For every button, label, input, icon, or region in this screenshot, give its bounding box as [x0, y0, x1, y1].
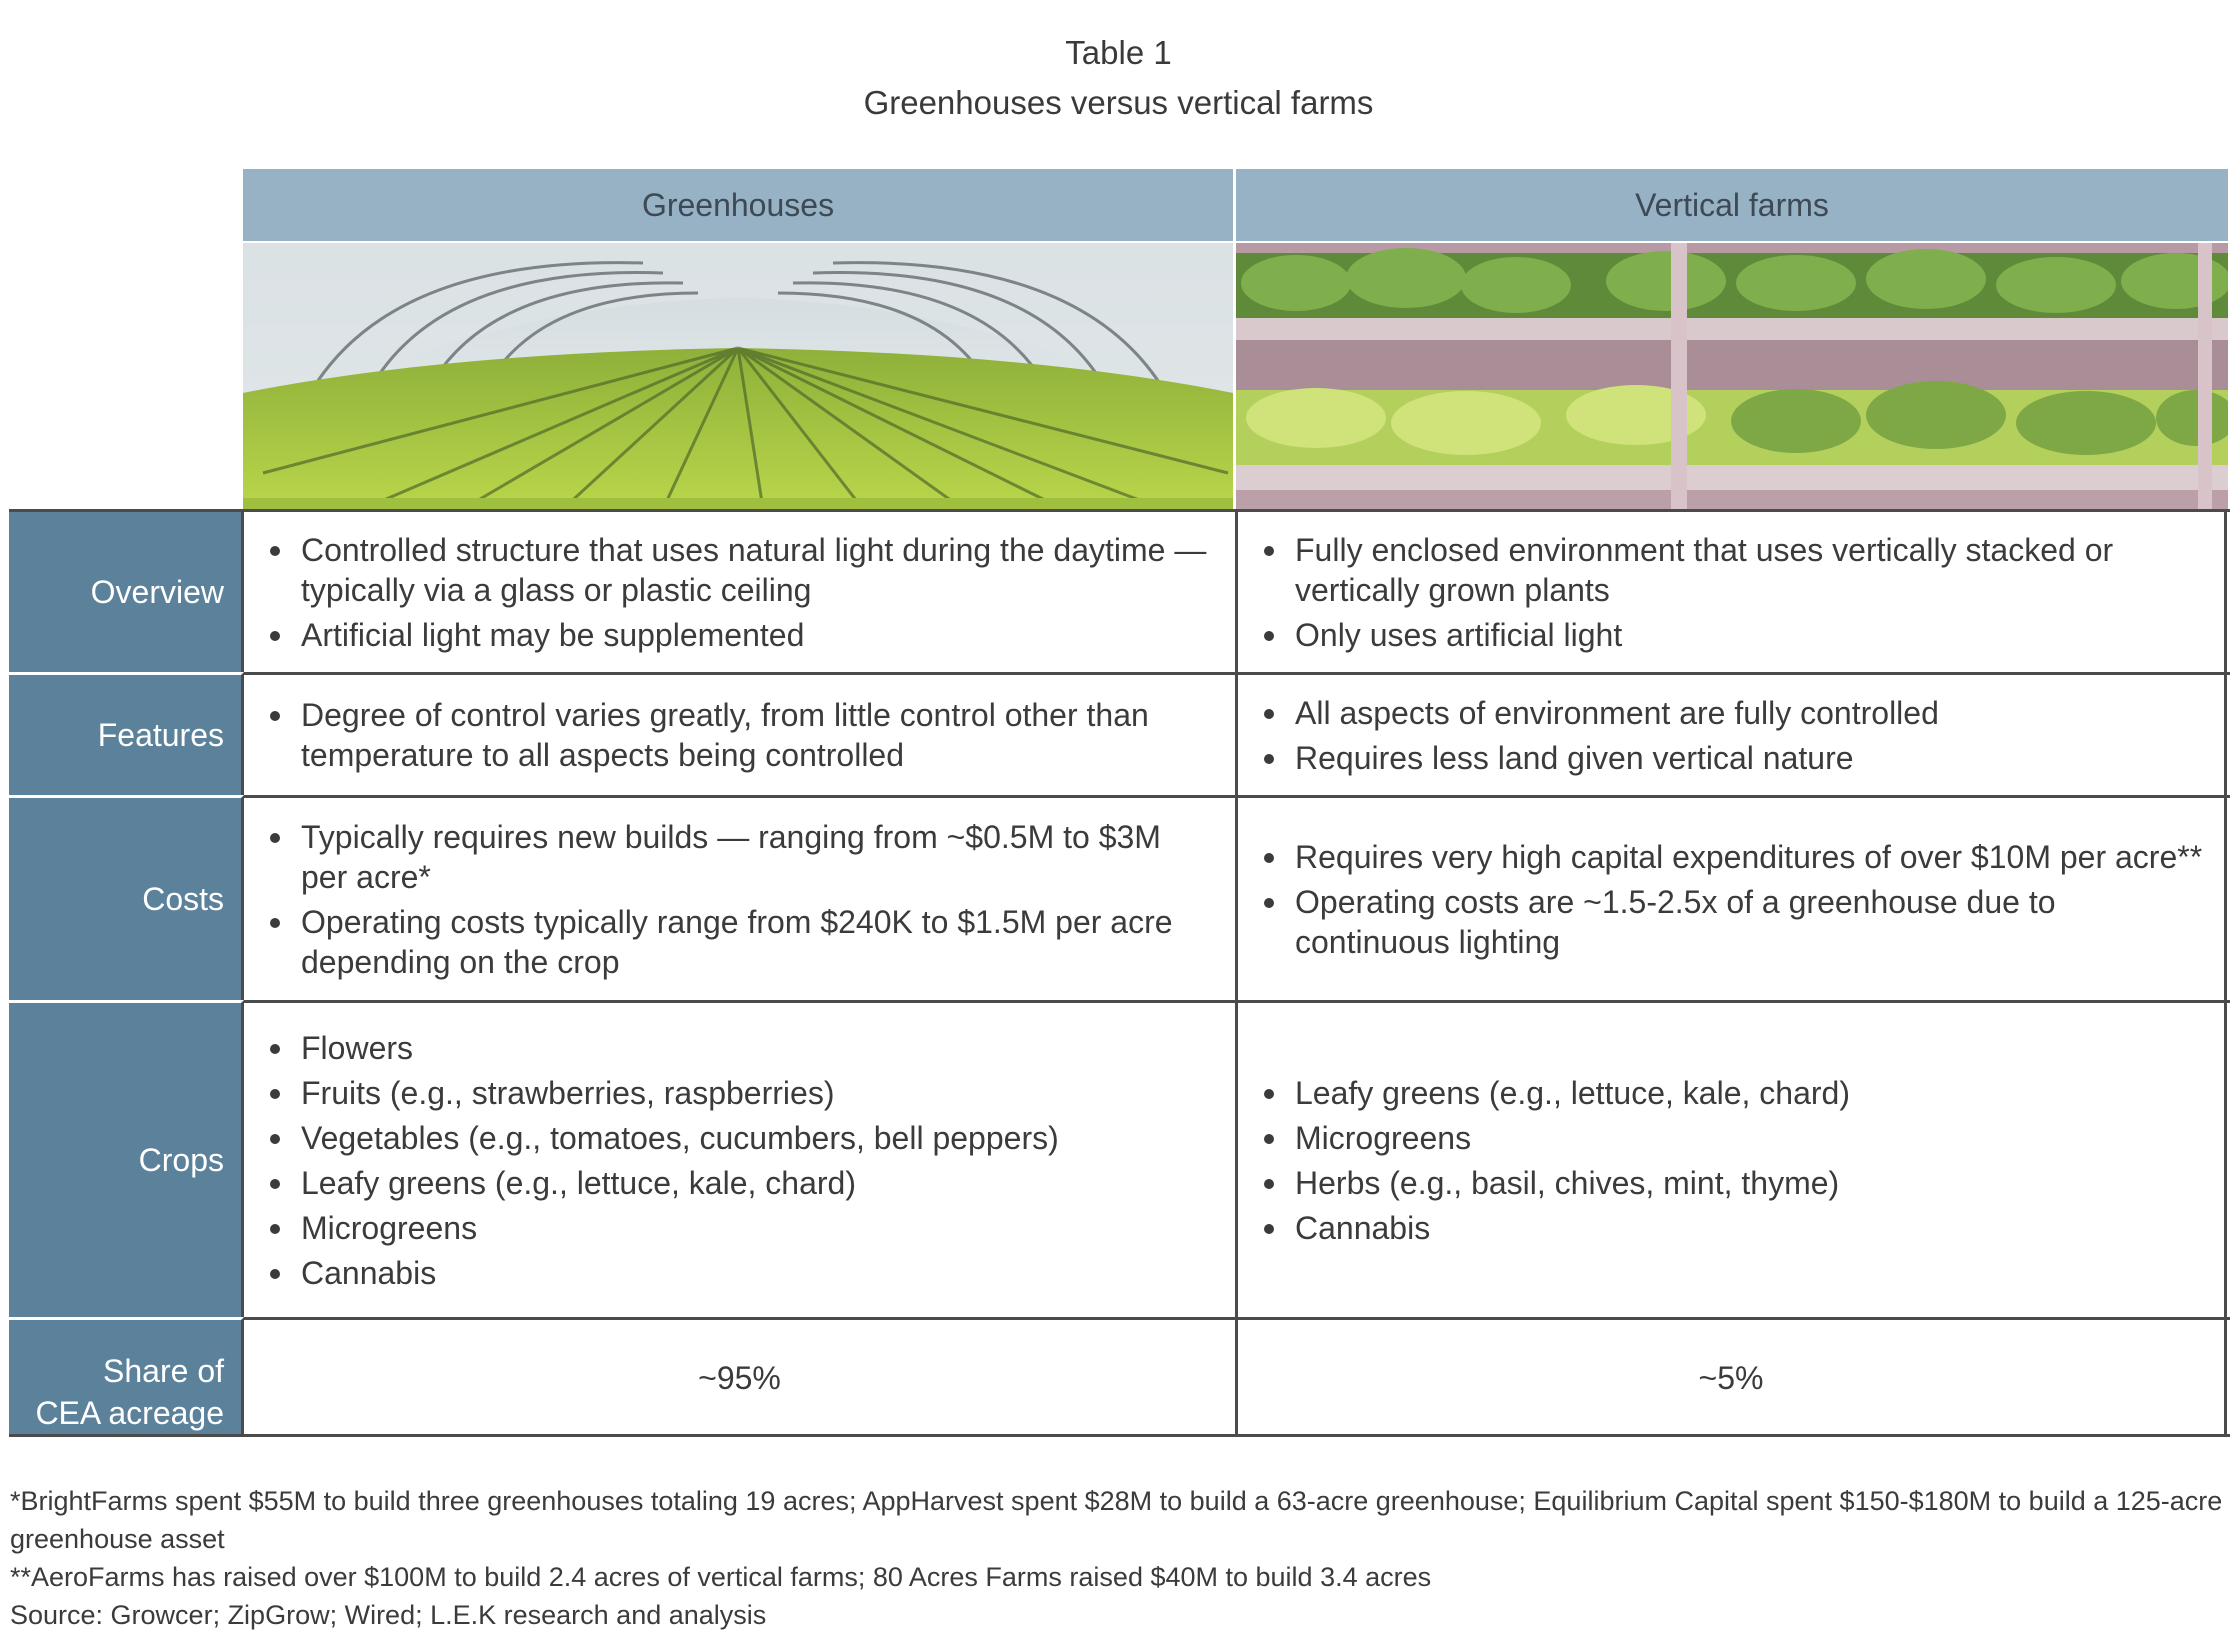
- table-row-features: [9, 672, 2230, 795]
- table-heading: [0, 28, 2237, 128]
- share-label-line2: CEA acreage: [35, 1395, 224, 1431]
- list-item: Microgreens: [264, 1208, 1215, 1248]
- list-item: Artificial light may be supplemented: [264, 615, 1215, 655]
- table-row-share: [9, 1317, 2230, 1434]
- share-vertical-farms-value: ~5%: [1235, 1320, 2227, 1434]
- row-label-overview: Overview: [9, 512, 244, 672]
- column-header-greenhouses: Greenhouses: [243, 169, 1233, 241]
- row-label-costs: Costs: [9, 795, 244, 1000]
- cell-costs-vertical-farms: [1235, 798, 2227, 1000]
- vertical-farm-photo: [1236, 243, 2228, 509]
- row-label-features: Features: [9, 672, 244, 795]
- footnotes: [10, 1482, 2225, 1634]
- list-item: Controlled structure that uses natural light during the daytime — typically via a glass or plastic ceiling: [264, 530, 1215, 610]
- list-item: Cannabis: [1258, 1208, 2204, 1248]
- list-item: Herbs (e.g., basil, chives, mint, thyme): [1258, 1163, 2204, 1203]
- list-item: Requires very high capital expenditures of over $10M per acre**: [1258, 837, 2204, 877]
- list-item: Cannabis: [264, 1253, 1215, 1293]
- table-row-overview: [9, 509, 2230, 672]
- list-item: Operating costs typically range from $240K to $1.5M per acre depending on the crop: [264, 902, 1215, 982]
- list-item: Fruits (e.g., strawberries, raspberries): [264, 1073, 1215, 1113]
- row-label-share: [9, 1317, 244, 1434]
- cell-crops-greenhouses: [244, 1003, 1235, 1317]
- footnote-2: **AeroFarms has raised over $100M to build 2.4 acres of vertical farms; 80 Acres Farms raised $40M to build 3.4 acres: [10, 1562, 1432, 1592]
- list-item: Leafy greens (e.g., lettuce, kale, chard): [1258, 1073, 2204, 1113]
- list-item: Microgreens: [1258, 1118, 2204, 1158]
- cell-features-greenhouses: [244, 675, 1235, 795]
- greenhouse-photo: [243, 243, 1233, 509]
- source-note: Source: Growcer; ZipGrow; Wired; L.E.K research and analysis: [10, 1600, 767, 1630]
- list-item: Vegetables (e.g., tomatoes, cucumbers, bell peppers): [264, 1118, 1215, 1158]
- list-item: Typically requires new builds — ranging from ~$0.5M to $3M per acre*: [264, 817, 1215, 897]
- list-item: Only uses artificial light: [1258, 615, 2204, 655]
- row-label-crops: Crops: [9, 1000, 244, 1317]
- comparison-table: [9, 509, 2230, 1437]
- cell-features-vertical-farms: [1235, 675, 2227, 795]
- cell-costs-greenhouses: [244, 798, 1235, 1000]
- list-item: Requires less land given vertical nature: [1258, 738, 2204, 778]
- share-greenhouses-value: ~95%: [698, 1359, 781, 1396]
- table-row-crops: [9, 1000, 2230, 1317]
- footnote-1: *BrightFarms spent $55M to build three greenhouses totaling 19 acres; AppHarvest spent $28M to build a 63-acre greenhouse; Equilibrium Capital spent $150-$180M to build a 125-acre greenhouse asset: [10, 1486, 2223, 1554]
- list-item: Fully enclosed environment that uses vertically stacked or vertically grown plants: [1258, 530, 2204, 610]
- list-item: Operating costs are ~1.5-2.5x of a greenhouse due to continuous lighting: [1258, 882, 2204, 962]
- list-item: Leafy greens (e.g., lettuce, kale, chard): [264, 1163, 1215, 1203]
- list-item: All aspects of environment are fully controlled: [1258, 693, 2204, 733]
- cell-crops-vertical-farms: [1235, 1003, 2227, 1317]
- share-label-line1: Share of: [103, 1353, 224, 1389]
- table-subtitle: Greenhouses versus vertical farms: [863, 84, 1374, 121]
- cell-overview-greenhouses: [244, 512, 1235, 672]
- column-header-vertical-farms: Vertical farms: [1236, 169, 2228, 241]
- cell-overview-vertical-farms: [1235, 512, 2227, 672]
- table-row-costs: [9, 795, 2230, 1000]
- table-title: Table 1: [1065, 34, 1172, 71]
- list-item: Flowers: [264, 1028, 1215, 1068]
- list-item: Degree of control varies greatly, from little control other than temperature to all aspects being controlled: [264, 695, 1215, 775]
